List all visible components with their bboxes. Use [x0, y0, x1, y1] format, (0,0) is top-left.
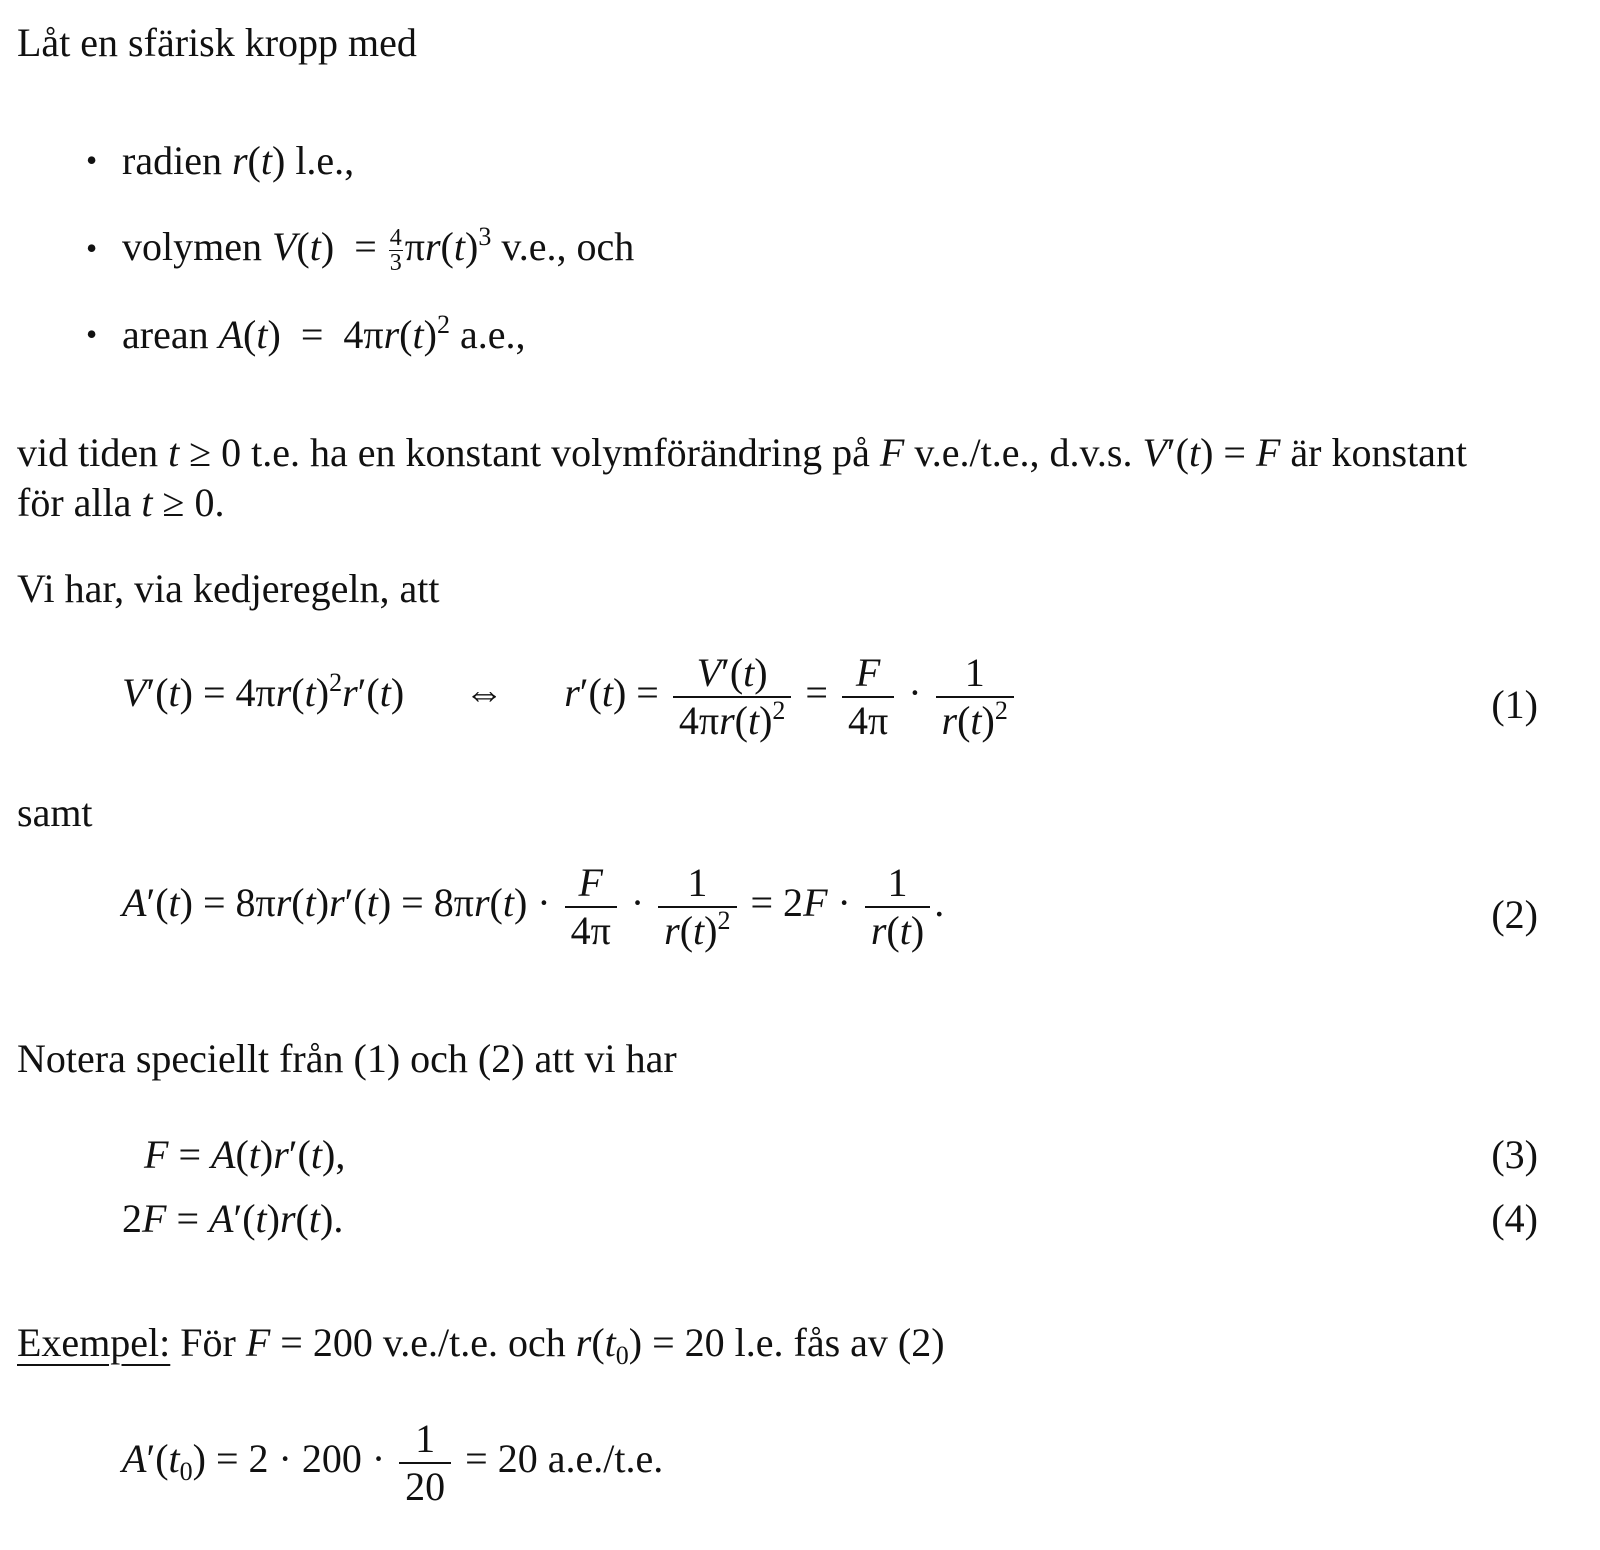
- fraction-one-over-r-squared: $\frac{1}{r(t)^2}$: [936, 650, 1014, 744]
- equation-3: F = A(t)r′(t),: [144, 1132, 346, 1177]
- equation-number-4: (4): [1491, 1196, 1538, 1241]
- fraction-one-over-twenty: $\frac{1}{20}$: [399, 1416, 451, 1510]
- intro-text: Låt en sfärisk kropp med: [17, 20, 417, 65]
- bullet-icon: •: [86, 316, 98, 352]
- paragraph-line-1: vid tiden t ≥ 0 t.e. ha en konstant volymförändring på F v.e./t.e., d.v.s. V′(t) = F är konstant: [17, 430, 1468, 475]
- example-label: Exempel:: [17, 1320, 171, 1365]
- chain-rule-intro: Vi har, via kedjeregeln, att: [17, 566, 440, 611]
- samt-text: samt: [17, 790, 93, 835]
- equation-number-2: (2): [1491, 892, 1538, 937]
- notera-text: Notera speciellt från (1) och (2) att vi har: [17, 1036, 677, 1081]
- equation-4: 2F = A′(t)r(t).: [122, 1196, 344, 1241]
- equation-number-1: (1): [1491, 682, 1538, 727]
- paragraph-line-2: för alla t ≥ 0.: [17, 480, 225, 525]
- equation-1: $V'(t) = 4\pi r(t)^2r'(t)$ ⇔ r′(t) = $\frac{V'(t)}{4\pi r(t)^2}$ = $\frac{F}{4\pi}$ · $\frac{1}{r(t)^2}$: [122, 650, 1018, 744]
- bullet-area: arean $A(t) = 4\pi r(t)^2$ a.e.,: [122, 310, 526, 357]
- bullet-radius: radien r(t) l.e.,: [122, 138, 355, 183]
- bullet-volume: volymen V(t) = $\frac{4}{3}$ $\pi r(t)^3$ v.e., och: [122, 222, 635, 277]
- equation-2: A′(t) = 8πr(t)r′(t) = 8πr(t) · $\frac{F}{4\pi}$ · $\frac{1}{r(t)^2}$ = 2F · $\frac{1}{r(t)}$ .: [122, 860, 945, 953]
- fraction-f-over-4pi: $\frac{F}{4\pi}$: [565, 860, 617, 954]
- fraction-one-over-r-squared: $\frac{1}{r(t)^2}$: [658, 860, 736, 954]
- bullet-icon: •: [86, 142, 98, 178]
- fraction-four-thirds: $\frac{4}{3}$: [389, 225, 402, 277]
- example-line: Exempel: För F = 200 v.e./t.e. och $r(t_0) = 20$ l.e. fås av (2): [17, 1320, 945, 1370]
- fraction-vprime-over-area: $\frac{V'(t)}{4\pi r(t)^2}$: [673, 650, 792, 744]
- equation-number-3: (3): [1491, 1132, 1538, 1177]
- example-equation: $A'(t_0) = 2 \cdot 200$ · $\frac{1}{20}$ = 20 a.e./t.e.: [122, 1416, 664, 1509]
- fraction-one-over-r: $\frac{1}{r(t)}$: [865, 860, 930, 954]
- fraction-f-over-4pi: $\frac{F}{4\pi}$: [842, 650, 894, 744]
- bullet-icon: •: [86, 230, 98, 266]
